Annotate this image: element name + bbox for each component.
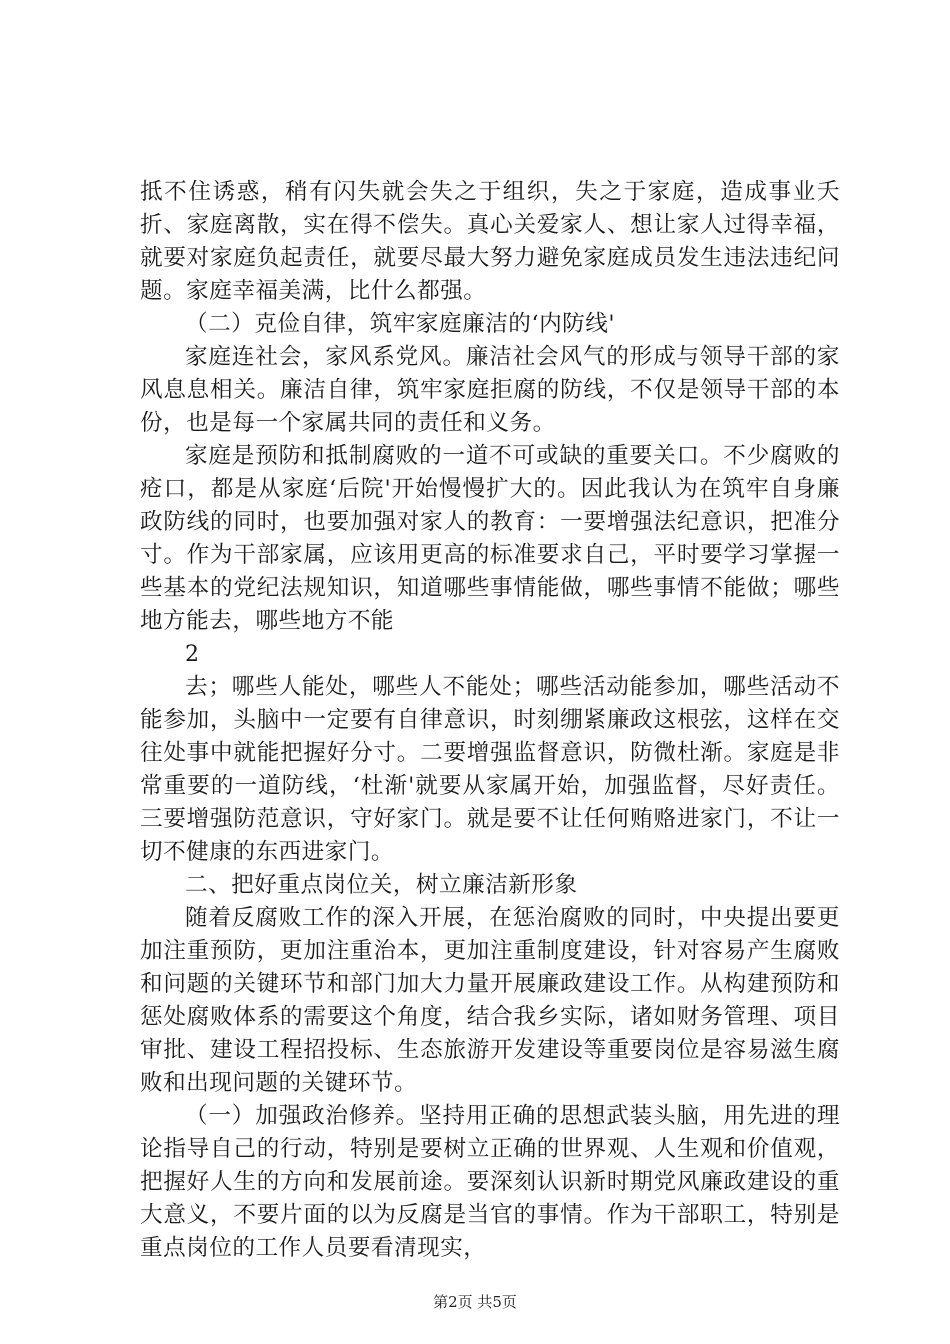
page-footer: 第2页 共5页 [433, 1293, 517, 1311]
paragraph-anti-corruption: 随着反腐败工作的深入开展，在惩治腐败的同时，中央提出要更加注重预防，更加注重治本，更加注重制度建设，针对容易产生腐败和问题的关键环节和部门加大力量开展廉政建设工作。从构建预防和惩处腐败体系的需要这个角度，结合我乡实际，诸如财务管理、项目审批、建设工程招投标、生态旅游开发建设等重要岗位是容易滋生腐败和出现问题的关键环节。 [140, 905, 840, 1096]
inline-page-number: 2 [185, 642, 199, 667]
paragraph-political-cultivation: （一）加强政治修养。坚持用正确的思想武装头脑，用先进的理论指导自己的行动，特别是要树立正确的世界观、人生观和价值观，把握好人生的方向和发展前途。要深刻认识新时期党风廉政建设的重大意义，不要片面的以为反腐是当官的事情。作为干部职工，特别是重点岗位的工作人员要看清现实， [140, 1103, 840, 1261]
paragraph-family-style: 家庭连社会，家风系党风。廉洁社会风气的形成与领导干部的家风息息相关。廉洁自律，筑牢家庭拒腐的防线，不仅是领导干部的本份，也是每一个家属共同的责任和义务。 [140, 344, 840, 436]
subheading-internal-defense: （二）克俭自律，筑牢家庭廉洁的‘内防线' [185, 311, 616, 337]
section-heading-key-posts: 二、把好重点岗位关，树立廉洁新形象 [185, 872, 578, 898]
paragraph-awareness: 去；哪些人能处，哪些人不能处；哪些活动能参加，哪些活动不能参加，头脑中一定要有自律意识，时刻绷紧廉政这根弦，这样在交往处事中就能把握好分寸。二要增强监督意识，防微杜渐。家庭是非常重要的一道防线，‘杜渐'就要从家属开始，加强监督，尽好责任。三要增强防范意识，守好家门。就是要不让任何贿赂进家门，不让一切不健康的东西进家门。 [140, 674, 840, 865]
paragraph-family-checkpoint: 家庭是预防和抵制腐败的一道不可或缺的重要关口。不少腐败的疮口，都是从家庭‘后院'开始慢慢扩大的。因此我认为在筑牢自身廉政防线的同时，也要加强对家人的教育：一要增强法纪意识，把准分寸。作为干部家属，应该用更高的标准要求自己，平时要学习掌握一些基本的党纪法规知识，知道哪些事情能做，哪些事情不能做；哪些地方能去，哪些地方不能 [140, 443, 840, 634]
body-text [140, 176, 840, 1265]
paragraph-continued: 抵不住诱惑，稍有闪失就会失之于组织，失之于家庭，造成事业夭折、家庭离散，实在得不偿失。真心关爱家人、想让家人过得幸福，就要对家庭负起责任，就要尽最大努力避免家庭成员发生违法违纪问题。家庭幸福美满，比什么都强。 [140, 179, 840, 304]
